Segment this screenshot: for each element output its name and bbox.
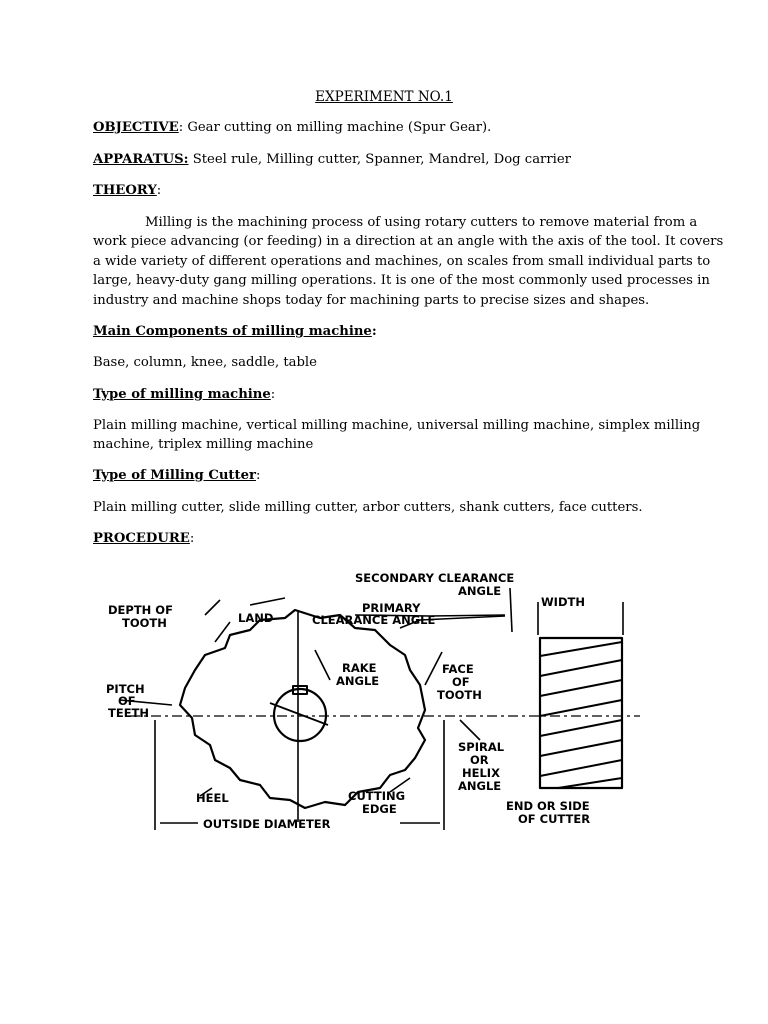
label-primary-clearance: PRIMARY — [362, 601, 421, 615]
theory-line-3: a wide variety of different operations and machines, on scales from small individual parts to — [93, 254, 711, 269]
type-cutter-text: Plain milling cutter, slide milling cutter, arbor cutters, shank cutters, face cutters. — [93, 500, 643, 515]
theory-line-1: Milling is the machining process of using rotary cutters to remove material from a — [145, 215, 698, 230]
label-secondary-clearance: SECONDARY CLEARANCE — [355, 571, 515, 585]
type-machine-line-2: machine, triplex milling machine — [93, 437, 314, 452]
main-components-text: Base, column, knee, saddle, table — [93, 355, 317, 370]
theory-heading: THEORY: — [93, 183, 162, 198]
svg-text:OF CUTTER: OF CUTTER — [518, 812, 591, 826]
theory-line-5: industry and machine shops today for machining parts to precise sizes and shapes. — [93, 293, 650, 308]
label-pitch-of-teeth: PITCH — [106, 682, 145, 696]
experiment-title: EXPERIMENT NO.1 — [315, 89, 453, 105]
apparatus-text: Steel rule, Milling cutter, Spanner, Mandrel, Dog carrier — [188, 152, 571, 167]
label-face-of-tooth: FACE — [442, 662, 474, 676]
label-width: WIDTH — [541, 595, 585, 609]
svg-text:ANGLE: ANGLE — [458, 584, 502, 598]
theory-line-2: work piece advancing (or feeding) in a direction at an angle with the axis of the tool. It covers — [93, 234, 724, 249]
procedure-heading: PROCEDURE: — [93, 531, 195, 546]
objective-text: : Gear cutting on milling machine (Spur Gear). — [178, 120, 492, 135]
milling-cutter-diagram — [100, 560, 660, 840]
label-rake-angle: RAKE — [342, 661, 377, 675]
svg-text:OF: OF — [118, 694, 136, 708]
svg-text:EDGE: EDGE — [362, 802, 397, 816]
svg-text:HELIX: HELIX — [462, 766, 500, 780]
label-spiral-helix-angle: SPIRAL — [458, 740, 505, 754]
svg-text:TEETH: TEETH — [108, 706, 150, 720]
label-heel: HEEL — [196, 791, 229, 805]
type-machine-heading: Type of milling machine: — [93, 387, 276, 402]
theory-line-4: large, heavy-duty gang milling operations. It is one of the most commonly used processes in — [93, 273, 710, 288]
type-cutter-heading: Type of Milling Cutter: — [93, 468, 261, 483]
label-land: LAND — [238, 611, 274, 625]
svg-text:TOOTH: TOOTH — [437, 688, 482, 702]
objective-label: OBJECTIVE — [93, 120, 179, 135]
svg-text:ANGLE: ANGLE — [458, 779, 502, 793]
objective-line — [93, 118, 491, 137]
label-end-or-side: END OR SIDE — [506, 799, 590, 813]
label-cutting-edge: CUTTING — [348, 789, 406, 803]
svg-text:TOOTH: TOOTH — [122, 616, 167, 630]
main-components-heading: Main Components of milling machine: — [93, 324, 377, 339]
svg-text:ANGLE: ANGLE — [336, 674, 380, 688]
apparatus-label: APPARATUS: — [93, 152, 189, 167]
svg-text:OR: OR — [470, 753, 489, 767]
type-machine-line-1: Plain milling machine, vertical milling machine, universal milling machine, simplex milling — [93, 418, 701, 433]
svg-text:OF: OF — [452, 675, 470, 689]
label-outside-diameter: OUTSIDE DIAMETER — [203, 817, 331, 831]
theory-label: THEORY — [93, 183, 157, 198]
apparatus-line — [93, 150, 571, 169]
label-depth-of-tooth: DEPTH OF — [108, 603, 173, 617]
svg-text:CLEARANCE ANGLE: CLEARANCE ANGLE — [312, 613, 436, 627]
